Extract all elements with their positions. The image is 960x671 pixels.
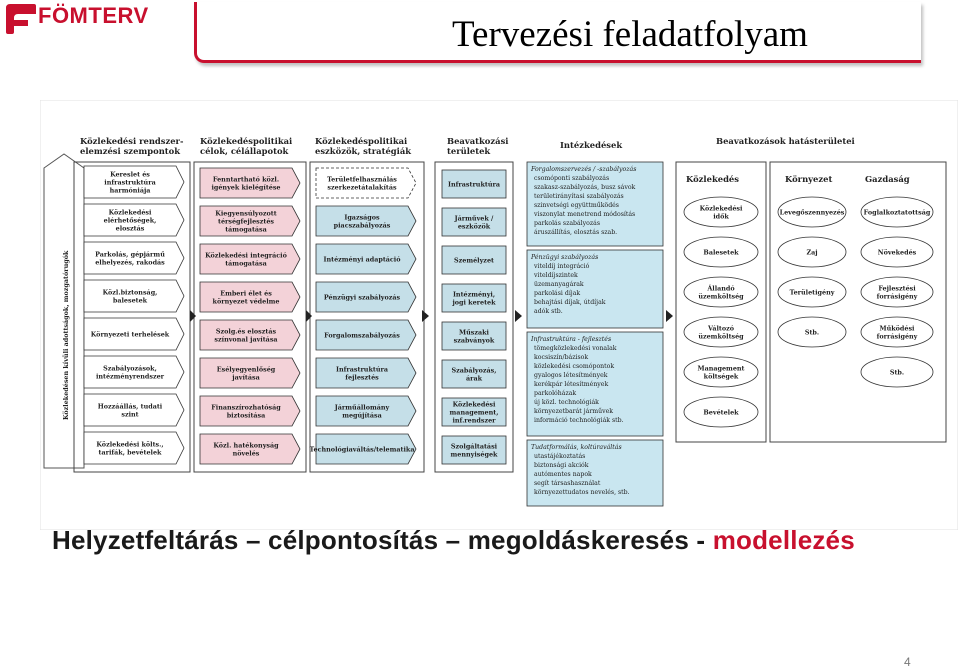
column-header-c1: Közlekedési rendszer-elemzési szempontok [80, 136, 184, 156]
measure-item: közlekedési csomópontok [534, 363, 615, 370]
col2-box-label: Közl. hatékonyság növelés [213, 441, 279, 458]
column-header-c5: Intézkedések [560, 140, 623, 150]
col3-box-label: Területfelhasználás szerkezetátalakítás [327, 175, 397, 192]
caption-highlight: modellezés [712, 525, 855, 555]
col2-box-label: Szolg.és elosztás színvonal javítása [214, 327, 278, 344]
transport-impact-label: Állandó üzemköltség [698, 284, 744, 301]
col6-sub-economy: Gazdaság [865, 174, 910, 184]
col1-box-label: Szabályozások, intézményrendszer [95, 364, 165, 381]
fomterv-logo-icon [4, 2, 38, 36]
column-header-c3: Közlekedéspolitikai eszközök, stratégiák [315, 136, 412, 156]
column-header-c6: Beavatkozások hatásterületei [716, 136, 855, 146]
caption-main: Helyzetfeltárás – célpontosítás – megoldáskeresés - [52, 525, 713, 555]
measure-item: szakasz-szabályozás, busz sávok [534, 184, 636, 191]
measure-item: behajtási díjak, útdíjak [534, 299, 606, 306]
col3-box-label: Technológiaváltás/telematika [309, 445, 415, 454]
col3-box-label: Igazságos piacszabályozás [333, 213, 391, 230]
col1-box-label: Közl.biztonság, balesetek [102, 288, 158, 305]
col4-box-label: Szabályozás, árak [451, 366, 497, 383]
measure-item: viteldíj integráció [534, 263, 590, 270]
environment-impact-label: Zaj [806, 248, 818, 257]
measure-item: csomóponti szabályozás [534, 175, 610, 182]
col1-box-label: Közlekedési költs., tarifák, bevételek [96, 440, 164, 457]
col1-box-label: Közlekedési elérhetőségek, elosztás [103, 208, 157, 233]
page-title: Tervezési feladatfolyam [452, 14, 808, 55]
environment-impact-label: Területigény [789, 288, 835, 297]
col3-box-label: Intézményi adaptáció [323, 255, 401, 264]
col2-box-label: Esélyegyenlőség javítása [216, 365, 276, 382]
column-header-c2: Közlekedéspolitikai célok, célállapotok [200, 136, 293, 156]
col1-box-label: Környezeti terhelések [90, 330, 170, 339]
transport-impact-label: Balesetek [703, 248, 739, 257]
measure-item: segít társashasználat [534, 480, 601, 487]
measure-item: szinvetségi együttműködés [534, 202, 619, 209]
side-label: Közlekedésen kívüli adottságok, mozgatórugók [62, 250, 70, 420]
page-number: 4 [904, 655, 911, 669]
col4-box-label: Infrastruktúra [448, 180, 500, 189]
logo-wordmark: FÖMTERV [38, 3, 149, 28]
col2-box-label: Finanszírozhatóság biztosítása [211, 403, 281, 420]
measure-block-title: Infrastruktúra - fejlesztés [531, 336, 612, 343]
measure-item: adók stb. [534, 308, 563, 315]
col1-box-label: Hozzáállás, tudati szint [97, 402, 163, 419]
economy-impact-label: Működési forrásigény [876, 324, 918, 341]
col6-sub-transport: Közlekedés [686, 174, 739, 184]
measure-item: területirányítasi szabályozás [534, 193, 624, 200]
measure-item: autómentes napok [534, 471, 592, 478]
measure-item: üzemanyagárak [534, 281, 584, 288]
measure-item: biztonsági akciók [534, 462, 589, 469]
measure-item: kocsiszín/bázisok [534, 354, 589, 361]
measure-item: viszonylat menetrend módosítás [534, 211, 636, 218]
col1-box-label: Parkolás, gépjármű elhelyezés, rakodás [95, 250, 165, 267]
col4-box-label: Személyzet [454, 256, 494, 265]
measure-block-title: Tudatformálás, koltúraváltás [531, 444, 622, 451]
col2-box-label: Emberi élet és környezet védelme [212, 289, 280, 306]
transport-impact-label: Management költségek [697, 364, 745, 381]
measure-item: utastájékoztatás [534, 453, 586, 460]
measure-item: környezettudatos nevelés, stb. [534, 489, 630, 496]
economy-impact-label: Stb. [889, 368, 905, 377]
measure-item: parkolási díjak [534, 290, 581, 297]
col4-box-label: Járművek / eszközök [454, 214, 494, 231]
measure-block [527, 250, 663, 328]
measure-item: parkolóházak [534, 390, 577, 397]
economy-impact-label: Növekedés [877, 248, 917, 257]
planning-flow-diagram [40, 100, 958, 530]
col2-box-label: Közlekedési integráció támogatása [205, 251, 287, 268]
process-caption [52, 524, 855, 556]
col4-box-label: Szolgáltatási mennyiségek [450, 442, 498, 459]
col3-box-label: Infrastruktúra fejlesztés [336, 365, 388, 382]
measure-item: tömegközlekedési vonalak [534, 345, 617, 352]
col4-box-label: Intézményi, jogi keretek [452, 290, 496, 307]
col4-box-label: Műszaki szabványok [453, 328, 495, 345]
measure-item: környezetbarát járművek [534, 408, 614, 415]
transport-impact-label: Bevételek [703, 408, 739, 417]
economy-impact-label: Foglalkoztatottság [863, 208, 931, 217]
col3-box-label: Forgalomszabályozás [324, 331, 400, 340]
measure-item: kerékpár létesítmények [534, 381, 609, 388]
col3-box-label: Pénzügyi szabályozás [323, 293, 401, 302]
measure-item: áruszállítás, elosztás szab. [534, 229, 618, 236]
economy-impact-label: Fejlesztési forrásigény [876, 284, 918, 301]
col4-box-label: Közlekedési management, inf.rendszer [449, 400, 499, 425]
column-header-c4: Beavatkozási területek [447, 136, 509, 156]
measure-block-title: Forgalomszervezés / -szabályozás [531, 166, 637, 173]
col3-box-label: Járműállomány megújítása [334, 403, 390, 420]
col2-box-label: Kiegyensúlyozott térségfejlesztés támogatása [215, 209, 277, 234]
col6-sub-environment: Környezet [785, 174, 833, 184]
measure-block-title: Pénzügyi szabályozás [531, 254, 599, 261]
measure-item: gyalogos létesítmények [534, 372, 608, 379]
col1-box-label: Kereslet és infrastruktúra harmóniája [104, 170, 156, 195]
environment-impact-label: Stb. [804, 328, 820, 337]
measure-item: viteldíjszintek [534, 272, 578, 279]
transport-impact-label: Változó üzemköltség [698, 324, 744, 341]
col2-box-label: Fenntartható közl. igények kielégítése [211, 175, 281, 192]
measure-item: új közl. technológiák [534, 399, 599, 406]
transport-impact-label: Közlekedési idők [699, 204, 743, 221]
environment-impact-label: Levegőszennyezés [779, 208, 845, 217]
measure-item: információ technológiák stb. [534, 417, 624, 424]
measure-item: parkolás szabályozás [534, 220, 600, 227]
